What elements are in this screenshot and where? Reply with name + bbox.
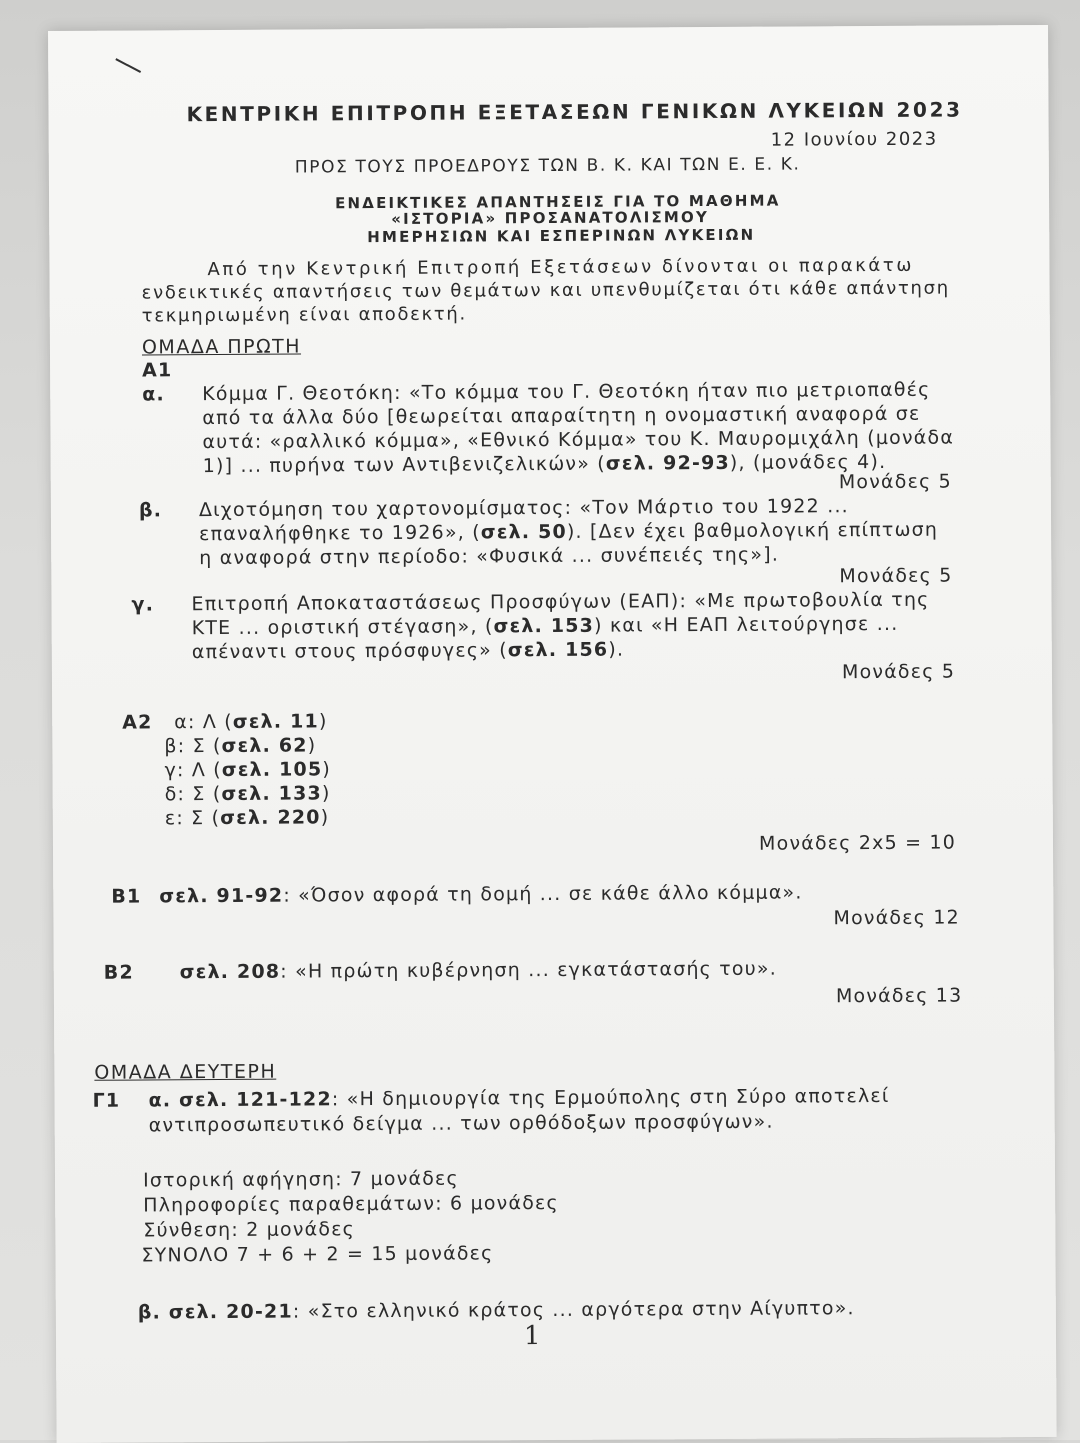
intro-line-3: τεκμηριωμένη είναι αποδεκτή. [141,303,467,327]
page-reference: β. σελ. 20-21 [137,1300,293,1324]
text-fragment: ) [318,710,328,733]
a1-gamma-line-1: Επιτροπή Αποκαταστάσεως Προσφύγων (ΕΑΠ): «Με πρωτοβουλία της [191,588,930,616]
question-a1-label: Α1 [142,359,173,382]
page-reference: σελ. 153 [493,614,595,638]
text-fragment: : «Όσον αφορά τη δομή ... σε κάθε άλλο κόμμα». [283,881,803,907]
recipients-line: ΠΡΟΣ ΤΟΥΣ ΠΡΟΕΔΡΟΥΣ ΤΩΝ Β. Κ. ΚΑΙ ΤΩΝ Ε. Ε. Κ. [294,154,801,178]
question-b2-label: Β2 [103,961,134,984]
subject-line-1: ΕΝΔΕΙΚΤΙΚΕΣ ΑΠΑΝΤΗΣΕΙΣ ΓΙΑ ΤΟ ΜΑΘΗΜΑ [335,191,781,213]
intro-line-2: ενδεικτικές απαντήσεις των θεμάτων και υπενθυμίζεται ότι κάθε απάντηση [141,277,950,304]
a2-answer-gamma [164,757,331,782]
a1-gamma-line-3 [192,638,625,665]
page-reference: α. σελ. 121-122 [148,1088,332,1112]
a1-alpha-line-4 [203,450,887,478]
question-b1-label: Β1 [111,885,142,908]
b2-points: Μονάδες 13 [835,984,963,1008]
text-fragment: ε: Σ ( [164,807,221,830]
scoring-line: Ιστορική αφήγηση: 7 μονάδες [142,1167,459,1192]
g1-beta-line [138,1296,855,1324]
a2-answer-epsilon [165,805,330,830]
scoring-line: Σύνθεση: 2 μονάδες [143,1218,356,1242]
text-fragment: επαναλήφθηκε το 1926», ( [199,521,481,546]
a1-alpha-points: Μονάδες 5 [838,470,952,494]
text-fragment: : «Η πρώτη κυβέρνηση ... εγκατάστασής του». [280,957,778,983]
text-fragment: : «Στο ελληνικό κράτος ... αργότερα στην Αίγυπτο». [292,1297,855,1323]
page-reference: σελ. 156 [507,638,609,662]
scoring-total: ΣΥΝΟΛΟ 7 + 6 + 2 = 15 μονάδες [141,1242,494,1267]
page-reference: σελ. 208 [179,960,281,984]
a1-gamma-line-2 [192,612,899,640]
group-two-heading: ΟΜΑΔΑ ΔΕΥΤΕΡΗ [94,1060,277,1084]
page-reference: σελ. 92-93 [605,451,730,475]
a1-alpha-line-3: αυτά: «ραλλικό κόμμα», «Εθνικό Κόμμα» του Κ. Μαυρομιχάλη (μονάδα [202,426,955,454]
text-fragment: ) [307,734,317,757]
a2-answer-delta [165,781,331,806]
text-fragment: ). [Δεν έχει βαθμολογική επίπτωση [566,518,939,543]
document-title: ΚΕΝΤΡΙΚΗ ΕΠΙΤΡΟΠΗ ΕΞΕΤΑΣΕΩΝ ΓΕΝΙΚΩΝ ΛΥΚΕΙΩΝ 2023 [186,97,963,127]
text-fragment: ) [322,758,332,781]
page-reference: σελ. 50 [480,520,567,544]
a1-beta-line-2 [199,518,938,547]
scoring-line: Πληροφορίες παραθεμάτων: 6 μονάδες [143,1191,559,1217]
page-reference: σελ. 11 [232,710,320,733]
a1-beta-line-1: Διχοτόμηση του χαρτονομίσματος: «Τον Μάρτιο του 1922 ... [198,495,849,522]
subject-line-3: ΗΜΕΡΗΣΙΩΝ ΚΑΙ ΕΣΠΕΡΙΝΩΝ ΛΥΚΕΙΩΝ [367,225,756,247]
a1-alpha-line-1: Κόμμα Γ. Θεοτόκη: «Το κόμμα του Γ. Θεοτόκη ήταν πιο μετριοπαθές [202,378,931,406]
question-a2-label: Α2 [122,711,153,734]
page-reference: σελ. 105 [221,758,323,782]
a1-alpha-label: α. [142,383,165,406]
a2-points: Μονάδες 2x5 = 10 [758,831,957,855]
text-fragment: απέναντι στους πρόσφυγες» ( [191,639,508,664]
page-reference: σελ. 91-92 [159,884,284,908]
text-fragment: ). [608,638,625,661]
group-one-heading: ΟΜΑΔΑ ΠΡΩΤΗ [141,335,302,359]
text-fragment: : «Η δημιουργία της Ερμούπολης στη Σύρο αποτελεί [331,1084,890,1111]
text-fragment: δ: Σ ( [164,783,222,806]
text-fragment: α: Λ ( [174,710,233,734]
text-fragment: β: Σ ( [164,735,222,758]
document-date: 12 Ιουνίου 2023 [770,128,938,151]
text-fragment: ) [320,806,330,829]
b1-answer [159,880,802,908]
a2-answer-beta [164,733,316,758]
text-fragment: ), (μονάδες 4). [729,450,887,474]
a1-gamma-label: γ. [131,593,155,616]
pen-mark [115,58,141,73]
text-fragment: 1)] ... πυρήνα των Αντιβενιζελικών» ( [202,452,606,478]
text-fragment: ΚΤΕ ... οριστική στέγαση», ( [191,615,494,640]
a1-alpha-line-2: από τα άλλα δύο [θεωρείται απαραίτητη η ονομαστική αναφορά σε [202,402,921,430]
page-reference: σελ. 133 [221,782,322,806]
text-fragment: γ: Λ ( [164,759,222,782]
text-fragment: ) [321,782,331,805]
subject-line-2: «ΙΣΤΟΡΙΑ» ΠΡΟΣΑΝΑΤΟΛΙΣΜΟΥ [391,208,710,228]
question-g1-label: Γ1 [92,1089,121,1112]
b2-answer [180,957,777,985]
page-reference: σελ. 62 [221,734,308,758]
intro-line-1: Από την Κεντρική Επιτροπή Εξετάσεων δίνονται οι παρακάτω [207,254,915,281]
g1-alpha-line-1 [148,1084,889,1113]
exam-answer-sheet [48,25,1057,1443]
g1-alpha-line-2: αντιπροσωπευτικό δείγμα ... των ορθόδοξων προσφύγων». [148,1110,774,1137]
b1-points: Μονάδες 12 [833,906,960,930]
a2-answer-alpha [174,709,327,734]
page-reference: σελ. 220 [220,806,321,830]
a1-beta-label: β. [138,499,163,522]
a1-beta-points: Μονάδες 5 [839,564,953,588]
a1-gamma-points: Μονάδες 5 [841,660,956,684]
text-fragment: ) και «Η ΕΑΠ λειτούργησε ... [593,612,899,637]
page-number: 1 [523,1321,542,1352]
a1-beta-line-3: η αναφορά στην περίοδο: «Φυσικά ... συνέπειές της»]. [199,543,780,570]
